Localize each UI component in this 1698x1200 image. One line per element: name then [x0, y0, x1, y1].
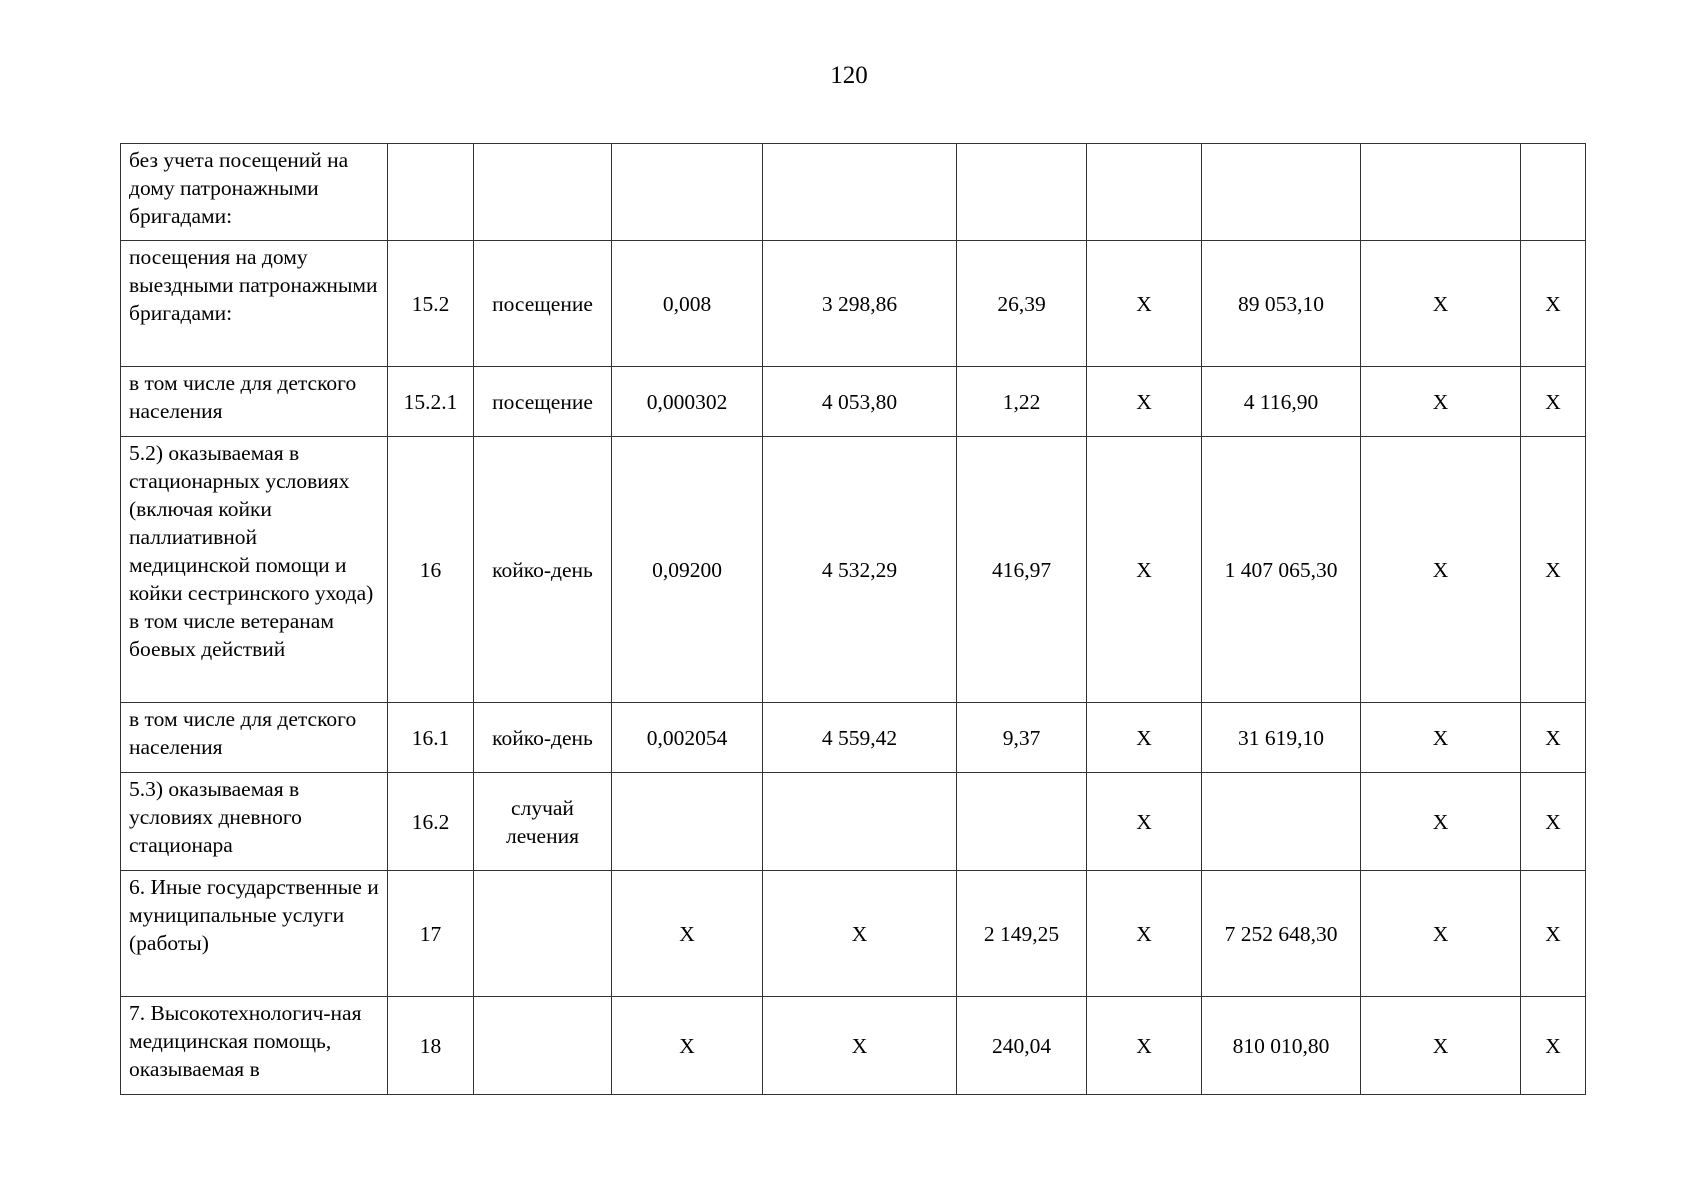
cell-total — [1202, 144, 1361, 241]
cell-name: в том числе для детского населения — [121, 367, 388, 437]
cell-col7: Х — [1087, 241, 1202, 367]
cell-cost: 4 053,80 — [763, 367, 957, 437]
cell-col10: Х — [1521, 241, 1586, 367]
cell-total: 7 252 648,30 — [1202, 871, 1361, 997]
cell-col10: Х — [1521, 703, 1586, 773]
cell-norm — [612, 144, 763, 241]
cell-col7: Х — [1087, 871, 1202, 997]
cell-col7: Х — [1087, 703, 1202, 773]
cell-col10: Х — [1521, 367, 1586, 437]
cell-col10: Х — [1521, 773, 1586, 871]
cell-total: 89 053,10 — [1202, 241, 1361, 367]
cell-unit: койко-день — [474, 437, 612, 703]
cell-col10 — [1521, 144, 1586, 241]
page-number: 120 — [830, 62, 868, 89]
cell-name: посещения на дому выездными патронажными бригадами: — [121, 241, 388, 367]
cell-name: без учета посещений на дому патронажными бригадами: — [121, 144, 388, 241]
cell-name: 5.2) оказываемая в стационарных условиях (включая койки паллиативной медицинской помощи и койки сестринского ухода) в том числе ветеранам боевых действий — [121, 437, 388, 703]
cell-unit: посещение — [474, 241, 612, 367]
cell-unit — [474, 871, 612, 997]
cell-cost: 4 532,29 — [763, 437, 957, 703]
cell-col7: Х — [1087, 367, 1202, 437]
cell-col7: Х — [1087, 997, 1202, 1095]
cell-unit — [474, 144, 612, 241]
cell-unit: случай лечения — [474, 773, 612, 871]
cell-norm: 0,000302 — [612, 367, 763, 437]
table-row — [121, 997, 1586, 1095]
cell-unit: посещение — [474, 367, 612, 437]
cell-cost — [763, 773, 957, 871]
cell-col10: Х — [1521, 437, 1586, 703]
cell-per-capita: 240,04 — [957, 997, 1087, 1095]
cell-row: 16.2 — [388, 773, 474, 871]
cell-per-capita: 26,39 — [957, 241, 1087, 367]
cell-row: 18 — [388, 997, 474, 1095]
cell-name: 7. Высокотехнологич-ная медицинская помощь, оказываемая в — [121, 997, 388, 1095]
table-row — [121, 367, 1586, 437]
cell-col10: Х — [1521, 997, 1586, 1095]
cell-total: 810 010,80 — [1202, 997, 1361, 1095]
cell-norm: Х — [612, 997, 763, 1095]
cell-col9 — [1361, 144, 1521, 241]
table-row — [121, 773, 1586, 871]
table-row — [121, 703, 1586, 773]
data-table — [120, 143, 1586, 1095]
cell-cost: Х — [763, 871, 957, 997]
table-row — [121, 871, 1586, 997]
cell-norm: 0,002054 — [612, 703, 763, 773]
cell-norm: Х — [612, 871, 763, 997]
cell-per-capita — [957, 773, 1087, 871]
table-row — [121, 144, 1586, 241]
cell-per-capita: 2 149,25 — [957, 871, 1087, 997]
table-row — [121, 241, 1586, 367]
cell-col7 — [1087, 144, 1202, 241]
cell-row: 15.2.1 — [388, 367, 474, 437]
cell-name: 5.3) оказываемая в условиях дневного стационара — [121, 773, 388, 871]
cell-col9: Х — [1361, 437, 1521, 703]
cell-col7: Х — [1087, 773, 1202, 871]
cell-col9: Х — [1361, 871, 1521, 997]
cell-name: 6. Иные государственные и муниципальные услуги (работы) — [121, 871, 388, 997]
cell-total: 31 619,10 — [1202, 703, 1361, 773]
cell-row: 16.1 — [388, 703, 474, 773]
cell-per-capita — [957, 144, 1087, 241]
cell-name: в том числе для детского населения — [121, 703, 388, 773]
cell-unit — [474, 997, 612, 1095]
cell-unit: койко-день — [474, 703, 612, 773]
cell-cost: Х — [763, 997, 957, 1095]
cell-row: 15.2 — [388, 241, 474, 367]
cell-total — [1202, 773, 1361, 871]
cell-row — [388, 144, 474, 241]
cell-cost: 4 559,42 — [763, 703, 957, 773]
cell-per-capita: 1,22 — [957, 367, 1087, 437]
cell-col9: Х — [1361, 773, 1521, 871]
cell-cost: 3 298,86 — [763, 241, 957, 367]
cell-col9: Х — [1361, 703, 1521, 773]
cell-row: 16 — [388, 437, 474, 703]
cell-total: 1 407 065,30 — [1202, 437, 1361, 703]
cell-row: 17 — [388, 871, 474, 997]
cell-cost — [763, 144, 957, 241]
cell-col9: Х — [1361, 997, 1521, 1095]
cell-per-capita: 9,37 — [957, 703, 1087, 773]
cell-per-capita: 416,97 — [957, 437, 1087, 703]
cell-col10: Х — [1521, 871, 1586, 997]
cell-col9: Х — [1361, 241, 1521, 367]
cell-norm: 0,09200 — [612, 437, 763, 703]
cell-total: 4 116,90 — [1202, 367, 1361, 437]
cell-norm: 0,008 — [612, 241, 763, 367]
cell-col9: Х — [1361, 367, 1521, 437]
cell-col7: Х — [1087, 437, 1202, 703]
table-row — [121, 437, 1586, 703]
cell-norm — [612, 773, 763, 871]
